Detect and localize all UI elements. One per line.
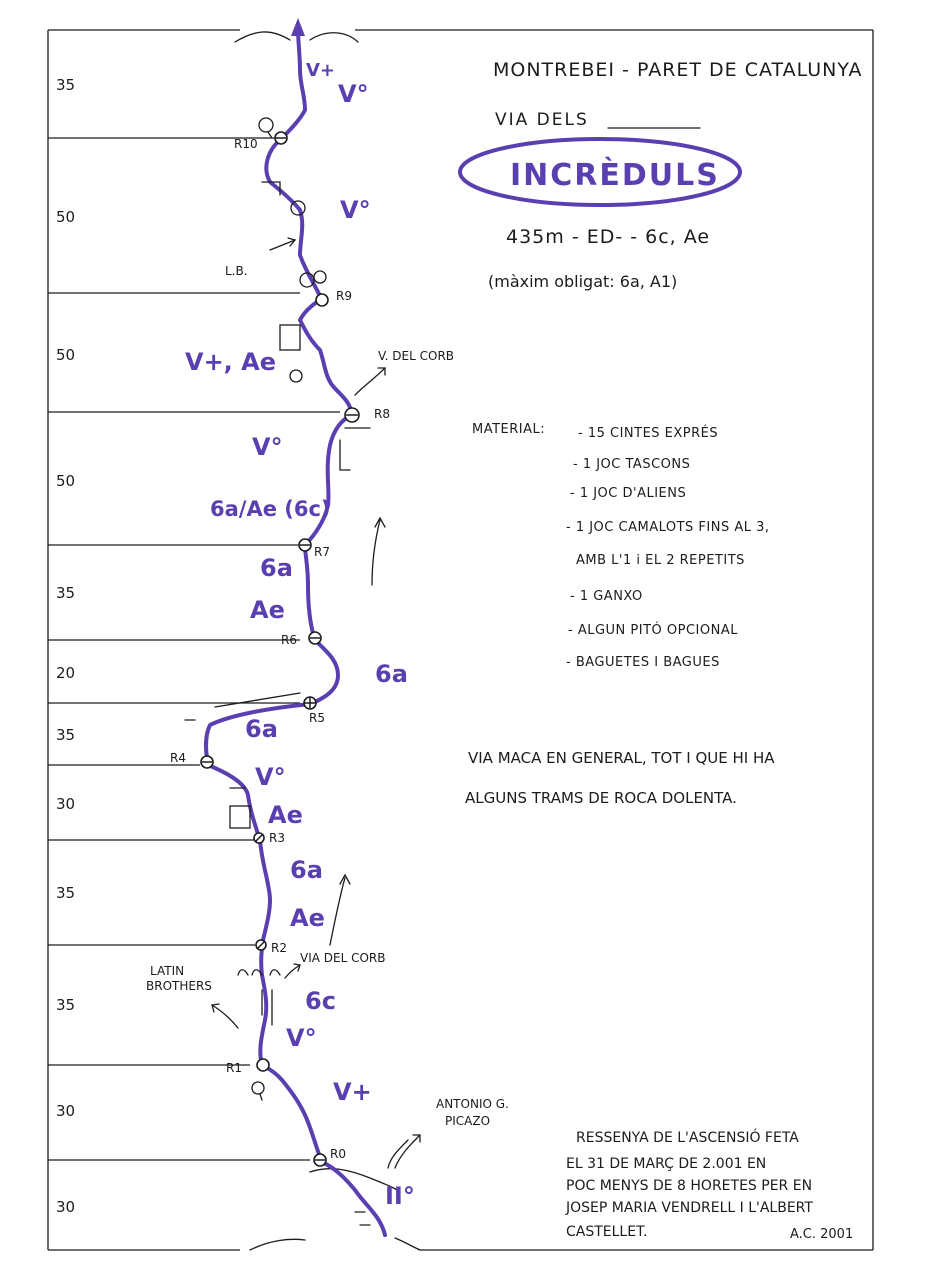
- v-del-corb-label: V. DEL CORB: [378, 349, 455, 363]
- credits-line: JOSEP MARIA VENDRELL I L'ALBERT: [566, 1200, 813, 1216]
- area-title: MONTREBEI - PARET DE CATALUNYA: [493, 59, 863, 81]
- material-item: - 15 CINTES EXPRÉS: [578, 426, 719, 441]
- comment-line: VIA MACA EN GENERAL, TOT I QUE HI HA: [468, 749, 775, 767]
- pitch-length: 35: [56, 726, 76, 744]
- latin-brothers-label: BROTHERS: [146, 979, 212, 993]
- material-item: - 1 JOC CAMALOTS FINS AL 3,: [566, 520, 770, 535]
- material-item: AMB L'1 i EL 2 REPETITS: [576, 553, 745, 568]
- route-top-arrow: [291, 18, 305, 36]
- grade-label: V+: [333, 1078, 372, 1106]
- grade-label: V+, Ae: [185, 348, 277, 376]
- grade-label: V°: [338, 80, 369, 108]
- credits: [565, 1128, 853, 1242]
- grade-label: 6a: [260, 554, 293, 582]
- credits-line: RESSENYA DE L'ASCENSIÓ FETA: [576, 1130, 799, 1146]
- pitch-length: 30: [56, 795, 76, 813]
- belay-label: R8: [374, 407, 390, 421]
- pitch-length: 35: [56, 76, 76, 94]
- grade-label: Ae: [268, 801, 303, 829]
- credits-line: POC MENYS DE 8 HORETES PER EN: [566, 1178, 813, 1194]
- belay-label: R0: [330, 1147, 346, 1161]
- pitch-length: 50: [56, 346, 76, 364]
- header: [460, 59, 863, 291]
- pitch-length: 30: [56, 1198, 76, 1216]
- pitch-lengths: [56, 76, 75, 1216]
- pitch-length: 35: [56, 884, 76, 902]
- grade-label: 6c: [305, 987, 336, 1015]
- credits-line: EL 31 DE MARÇ DE 2.001 EN: [566, 1156, 767, 1172]
- grade-label: V°: [255, 763, 286, 791]
- grade-label: 6a: [375, 660, 408, 688]
- antonio-label: PICAZO: [445, 1114, 491, 1128]
- material-list: [472, 422, 770, 670]
- material-item: - 1 GANXO: [570, 589, 643, 604]
- sketch-features: [185, 118, 370, 1225]
- signature: A.C. 2001: [790, 1227, 854, 1242]
- belay-label: R5: [309, 711, 325, 725]
- grade-label: Ae: [250, 596, 285, 624]
- grade-label: 6a: [290, 856, 323, 884]
- pitch-length: 50: [56, 208, 76, 226]
- pitch-separators: [48, 138, 340, 1160]
- grade-label: II°: [385, 1182, 415, 1210]
- material-item: - 1 JOC D'ALIENS: [570, 486, 687, 501]
- route-summary: 435m - ED- - 6c, Ae: [506, 226, 711, 248]
- grade-label: 6a: [245, 715, 278, 743]
- lb-label: L.B.: [225, 264, 248, 278]
- belay-labels: [170, 137, 390, 1161]
- grade-label: V°: [340, 196, 371, 224]
- belay-label: R1: [226, 1061, 242, 1075]
- belay-label: R7: [314, 545, 330, 559]
- max-obligat: (màxim obligat: 6a, A1): [488, 272, 678, 291]
- via-del-corb-label: VIA DEL CORB: [300, 951, 386, 965]
- pitch-length: 30: [56, 1102, 76, 1120]
- material-item: - 1 JOC TASCONS: [573, 457, 691, 472]
- grade-label: Ae: [290, 904, 325, 932]
- belay-label: R10: [234, 137, 258, 151]
- material-item: - BAGUETES I BAGUES: [566, 655, 720, 670]
- belay-label: R2: [271, 941, 287, 955]
- pitch-length: 50: [56, 472, 76, 490]
- material-label: MATERIAL:: [472, 422, 546, 437]
- belay-label: R9: [336, 289, 352, 303]
- pitch-length: 35: [56, 996, 76, 1014]
- route-name: INCRÈDULS: [510, 158, 720, 193]
- grade-label: V°: [252, 433, 283, 461]
- antonio-label: ANTONIO G.: [436, 1097, 509, 1111]
- pitch-length: 35: [56, 584, 76, 602]
- route-comment: [465, 749, 775, 807]
- belay-label: R6: [281, 633, 297, 647]
- credits-line: CASTELLET.: [566, 1224, 648, 1240]
- material-item: - ALGUN PITÓ OPCIONAL: [568, 623, 738, 638]
- grade-label: V+: [306, 60, 336, 81]
- belay-label: R4: [170, 751, 186, 765]
- grade-label: 6a/Ae (6c): [210, 497, 331, 521]
- via-prefix: VIA DELS: [495, 110, 589, 130]
- grade-label: V°: [286, 1024, 317, 1052]
- latin-brothers-label: LATIN: [150, 964, 185, 978]
- comment-line: ALGUNS TRAMS DE ROCA DOLENTA.: [465, 789, 737, 807]
- belay-label: R3: [269, 831, 285, 845]
- pitch-length: 20: [56, 664, 76, 682]
